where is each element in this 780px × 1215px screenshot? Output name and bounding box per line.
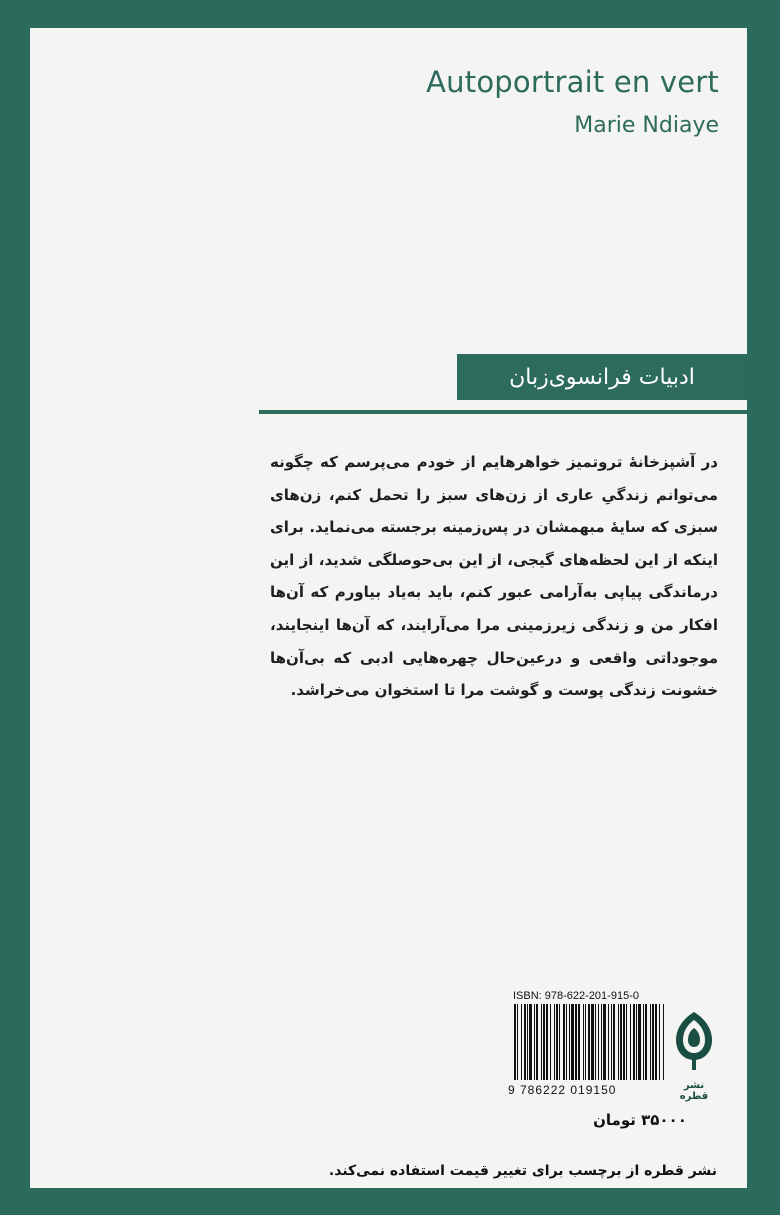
barcode-bar [636, 1004, 637, 1080]
barcode-bar [601, 1004, 602, 1080]
barcode-bar [543, 1004, 545, 1080]
barcode-bar [571, 1004, 574, 1080]
barcode-bar [554, 1004, 555, 1080]
barcode-bar [591, 1004, 594, 1080]
barcode-bar [536, 1004, 538, 1080]
barcode-bar [663, 1004, 664, 1080]
barcode-bar [534, 1004, 535, 1080]
barcode-bar [659, 1004, 660, 1080]
barcode-bar [514, 1004, 516, 1080]
publisher-logo-icon [670, 1008, 718, 1080]
barcode-bar [541, 1004, 542, 1080]
barcode-bar [643, 1004, 644, 1080]
barcode-digits: 9 786222 019150 [508, 1083, 617, 1097]
barcode-bar [645, 1004, 647, 1080]
barcode-bar [620, 1004, 622, 1080]
barcode-bar [655, 1004, 657, 1080]
series-label: ادبیات فرانسوی‌زبان [457, 354, 747, 400]
barcode-bar [585, 1004, 586, 1080]
barcode-bar [578, 1004, 580, 1080]
barcode-bar [608, 1004, 609, 1080]
barcode-bar [527, 1004, 528, 1080]
book-title: Autoportrait en vert [426, 65, 719, 99]
barcode-bar [524, 1004, 526, 1080]
publisher-logo-text: نشر قطره [679, 1080, 709, 1102]
barcode-bar [588, 1004, 590, 1080]
barcode-bar [566, 1004, 567, 1080]
barcode-bar [598, 1004, 599, 1080]
barcode-bar [569, 1004, 570, 1080]
barcode-bar [623, 1004, 625, 1080]
barcode-bar [517, 1004, 518, 1080]
barcode-bar [595, 1004, 596, 1080]
barcode-bar [638, 1004, 641, 1080]
barcode-bar [559, 1004, 560, 1080]
divider [259, 410, 747, 414]
barcode-bar [521, 1004, 522, 1080]
barcode-bar [546, 1004, 548, 1080]
barcode-bar [529, 1004, 532, 1080]
barcode-bar [603, 1004, 606, 1080]
barcode-bar [611, 1004, 612, 1080]
barcode-bar [630, 1004, 631, 1080]
barcode-bar [652, 1004, 654, 1080]
price-label: ۳۵۰۰۰ تومان [593, 1111, 687, 1129]
barcode-bar [613, 1004, 615, 1080]
barcode-bar [583, 1004, 584, 1080]
book-author: Marie Ndiaye [574, 113, 719, 138]
barcode-bar [618, 1004, 619, 1080]
price-notice: نشر قطره از برچسب برای تغییر قیمت استفاده نمی‌کند. [328, 1163, 717, 1179]
barcode-bar [550, 1004, 551, 1080]
back-cover [30, 28, 747, 1188]
isbn-text: ISBN: 978-622-201-915-0 [513, 990, 639, 1002]
barcode-bar [575, 1004, 577, 1080]
barcode-bar [563, 1004, 565, 1080]
barcode-bar [556, 1004, 558, 1080]
barcode-image [512, 1004, 667, 1080]
barcode-bar [633, 1004, 635, 1080]
blurb-text: در آشپزخانهٔ تروتمیز خواهرهایم از خودم می‌پرسم که چگونه می‌توانم زندگیِ عاری از زن‌های سبز را تحمل کنم، زن‌های سبزی که سایهٔ مبهمشان در پس‌زمینه برجسته می‌نماید. برای اینکه از این لحظه‌های گیجی، از این بی‌حوصلگی شدید، از این درماندگی پیاپی به‌آرامی عبور کنم، باید به‌یاد بیاورم که آن‌ها افکار من و زندگی زیرزمینی مرا می‌آرایند، که آن‌ها اینجایند، موجوداتی واقعی و درعین‌حال چهره‌هایی ادبی که بی‌آن‌ها خشونت زندگی پوست و گوشت مرا تا استخوان می‌خراشد. [270, 453, 718, 700]
barcode-bar [626, 1004, 627, 1080]
barcode-bar [650, 1004, 651, 1080]
